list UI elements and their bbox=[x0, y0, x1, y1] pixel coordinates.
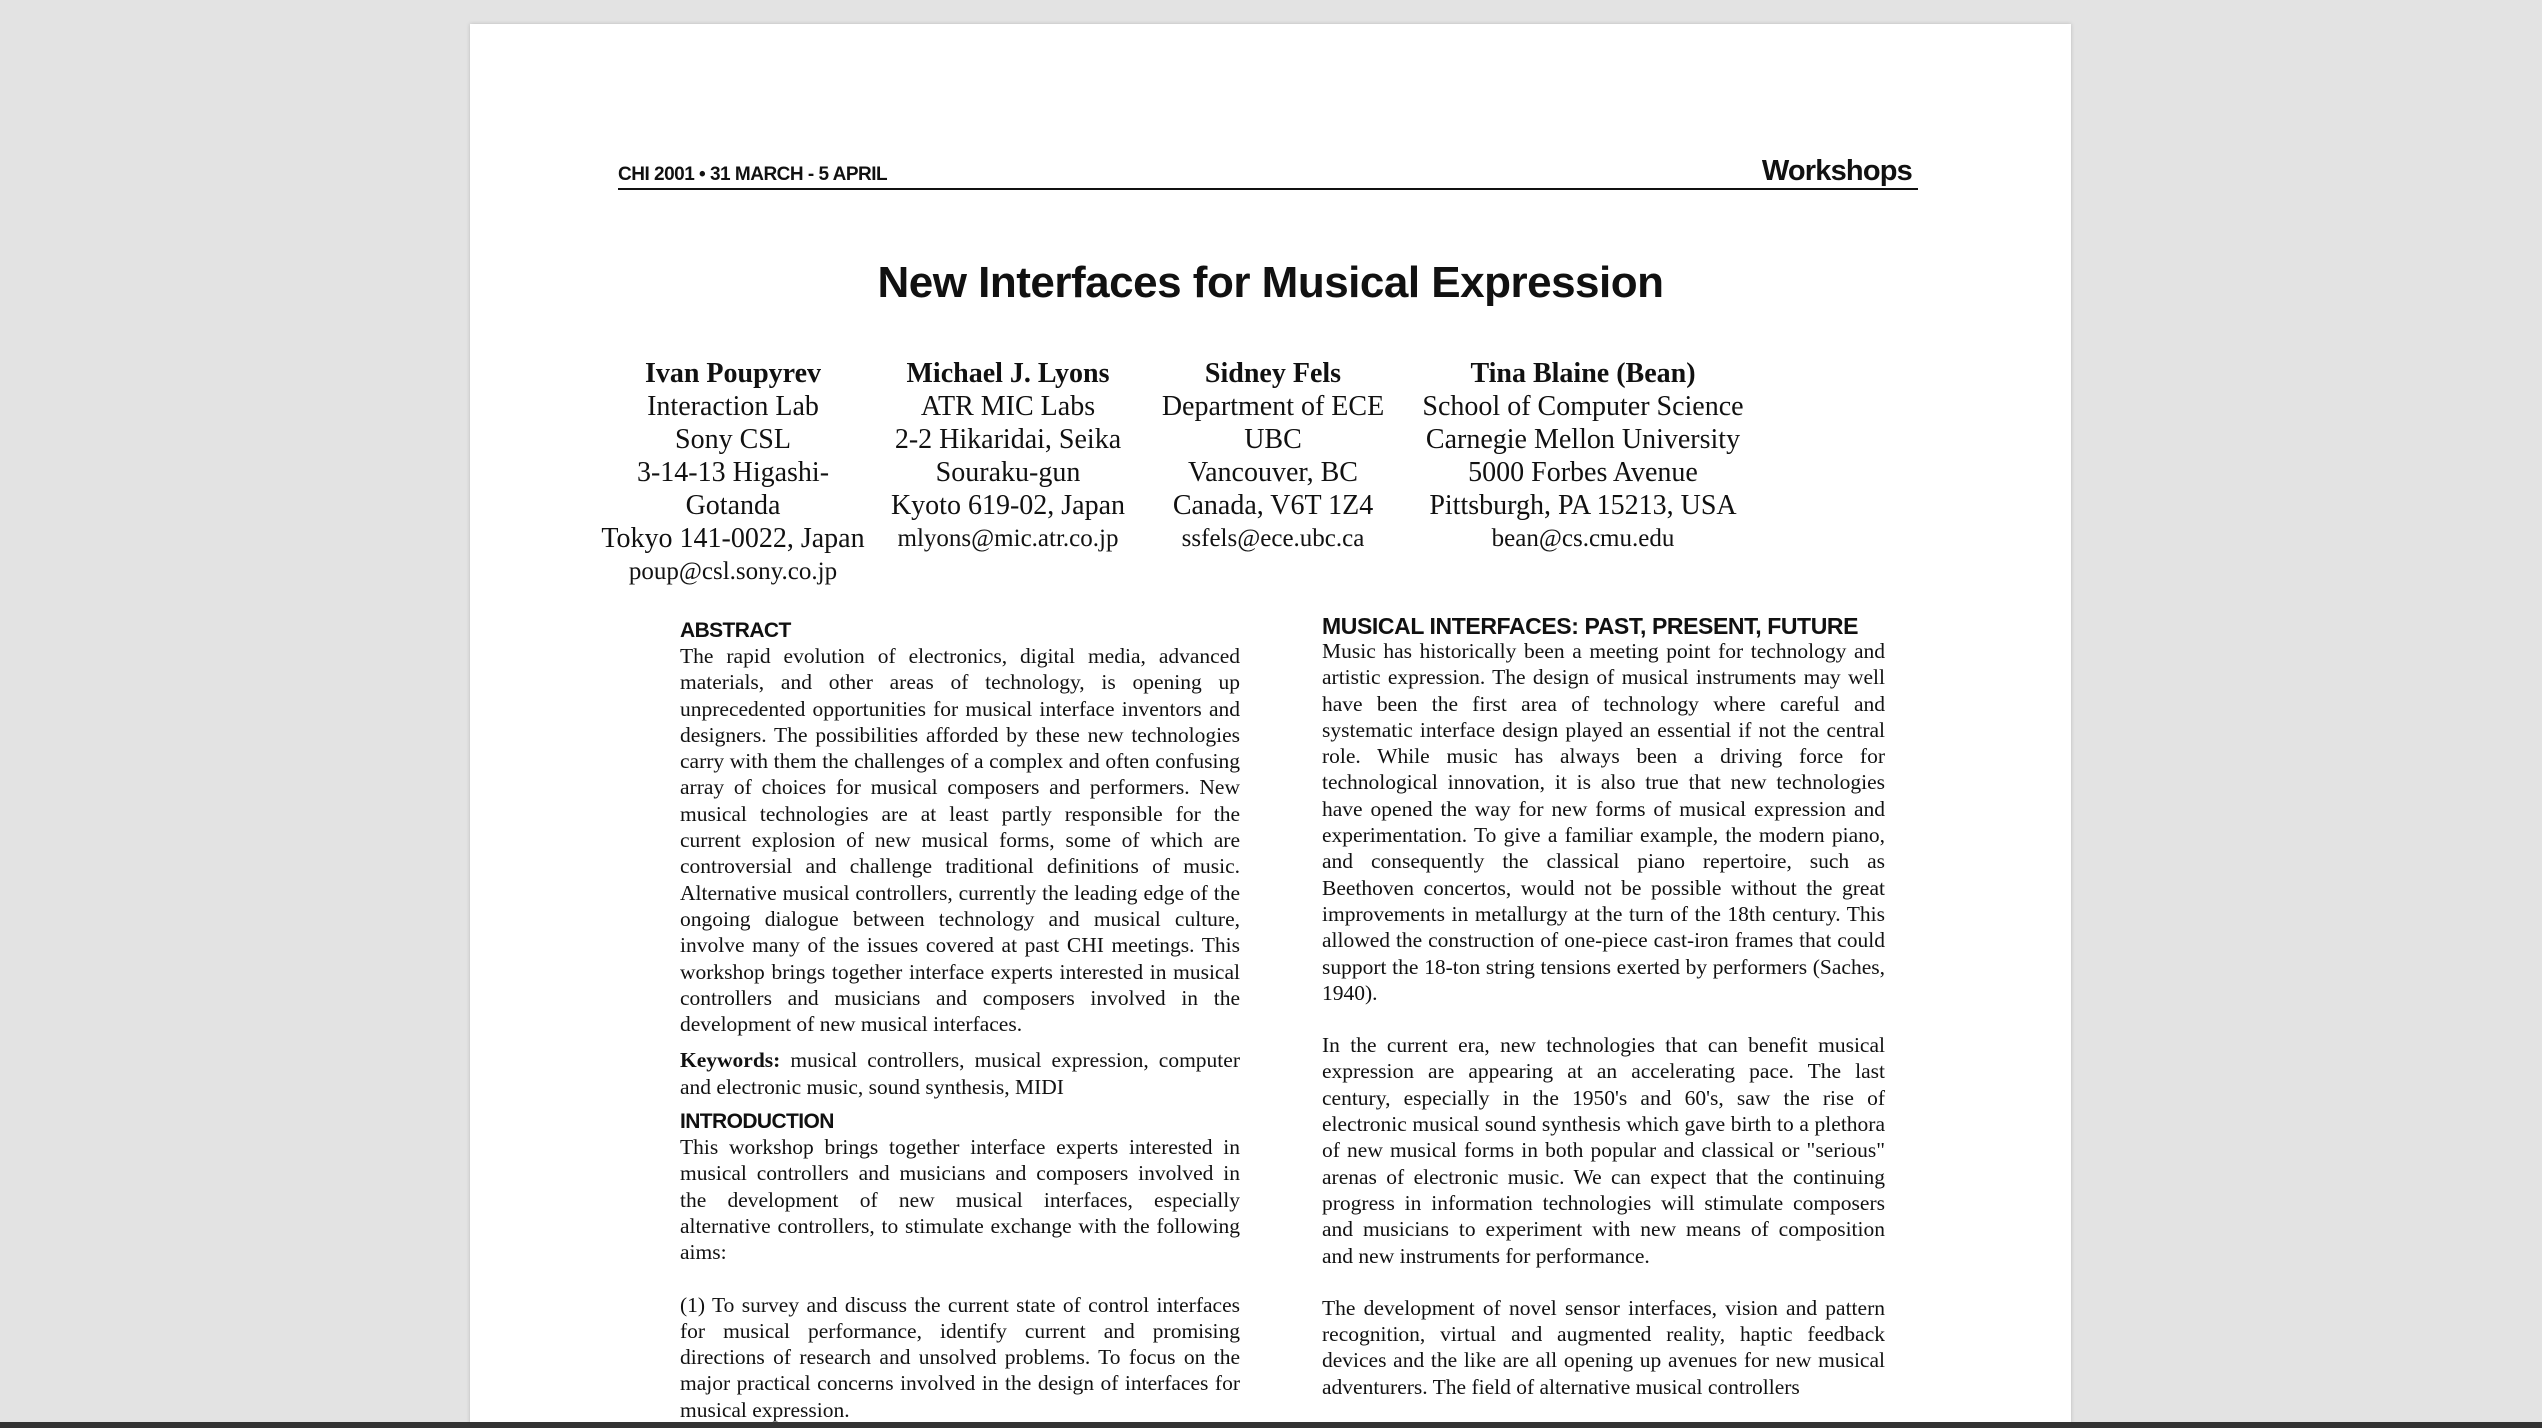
author-block bbox=[598, 357, 868, 588]
author-affiliation-line: Department of ECE bbox=[1161, 391, 1385, 422]
abstract-heading: ABSTRACT bbox=[680, 619, 791, 642]
author-name: Michael J. Lyons bbox=[906, 358, 1110, 389]
viewer-bottom-bar bbox=[0, 1422, 2542, 1428]
author-name: Tina Blaine (Bean) bbox=[1470, 358, 1696, 389]
author-block bbox=[1408, 357, 1758, 555]
author-block bbox=[878, 357, 1138, 555]
running-header bbox=[618, 150, 1918, 190]
left-column bbox=[680, 619, 1240, 1423]
author-affiliation-line: Interaction Lab bbox=[647, 391, 819, 422]
introduction-text: This workshop brings together interface experts interested in musical controllers and musicians and composers involved in the development of new musical interfaces, especially alternative controllers, to stimulate exchange with the following aims: bbox=[680, 1135, 1240, 1265]
section-heading: MUSICAL INTERFACES: PAST, PRESENT, FUTURE bbox=[1322, 613, 1859, 639]
body-paragraph: In the current era, new technologies that can benefit musical expression are appearing at an accelerating pace. The last century, especially in the 1950's and 60's, saw the rise of electronic musical sound synthesis which gave birth to a plethora of new musical forms in both popular and classical or "serious" arenas of electronic music. We can expect that the continuing progress in information technologies will stimulate composers and musicians to experiment with new means of composition and new instruments for performance. bbox=[1322, 1033, 1885, 1268]
running-header-conference: CHI 2001 • 31 MARCH - 5 APRIL bbox=[618, 164, 888, 185]
author-email: mlyons@mic.atr.co.jp bbox=[897, 525, 1119, 552]
keywords-text: musical controllers, musical expression, computer and electronic music, sound synthesis, MIDI bbox=[680, 1048, 1240, 1099]
author-affiliation-line: Tokyo 141-0022, Japan bbox=[601, 523, 865, 554]
author-affiliation-line: Sony CSL bbox=[675, 424, 791, 455]
author-affiliation-line: Pittsburgh, PA 15213, USA bbox=[1429, 490, 1737, 521]
author-affiliation-line: Kyoto 619-02, Japan bbox=[890, 490, 1126, 521]
abstract-text: The rapid evolution of electronics, digital media, advanced materials, and other areas of technology, is opening up unprecedented opportunities for musical interface inventors and designers. The possibilities afforded by these new technologies carry with them the challenges of a complex and often confusing array of choices for musical composers and performers. New musical technologies are at least partly responsible for the current explosion of new musical forms, some of which are controversial and challenge traditional definitions of music. Alternative musical controllers, currently the leading edge of the ongoing dialogue between technology and musical culture, involve many of the issues covered at past CHI meetings. This workshop brings together interface experts interested in musical controllers and musicians and composers involved in the development of new musical interfaces. bbox=[680, 644, 1240, 1037]
author-affiliation-line: Canada, V6T 1Z4 bbox=[1172, 490, 1374, 521]
paper-page bbox=[470, 24, 2071, 1428]
author-affiliation-line: UBC bbox=[1244, 424, 1302, 455]
author-email: bean@cs.cmu.edu bbox=[1491, 525, 1675, 552]
introduction-heading: INTRODUCTION bbox=[680, 1110, 834, 1134]
author-affiliation-line: ATR MIC Labs bbox=[920, 391, 1096, 422]
author-affiliation-line: Carnegie Mellon University bbox=[1425, 424, 1741, 455]
author-affiliation-line: Vancouver, BC bbox=[1188, 457, 1358, 488]
keywords-label: Keywords: bbox=[680, 1048, 781, 1073]
author-affiliation-line: 5000 Forbes Avenue bbox=[1468, 457, 1698, 488]
author-affiliation-line: 2-2 Hikaridai, Seika bbox=[894, 424, 1122, 455]
body-paragraph: The development of novel sensor interfaces, vision and pattern recognition, virtual and augmented reality, haptic feedback devices and the like are all opening up avenues for new musical adventurers. The field of alternative musical controllers bbox=[1322, 1295, 1885, 1399]
aim-item: (1) To survey and discuss the current state of control interfaces for musical performance, identify current and promising directions of research and unsolved problems. To focus on the major practical concerns involved in the design of interfaces for musical expression. bbox=[680, 1292, 1240, 1422]
author-name: Ivan Poupyrev bbox=[644, 358, 822, 389]
keywords bbox=[680, 1047, 1240, 1100]
author-block bbox=[1148, 357, 1398, 555]
author-affiliation-line: School of Computer Science bbox=[1422, 391, 1744, 422]
author-email: poup@csl.sony.co.jp bbox=[628, 558, 838, 585]
right-column bbox=[1322, 614, 1885, 1400]
author-affiliation-line: Souraku-gun bbox=[935, 457, 1081, 488]
author-email: ssfels@ece.ubc.ca bbox=[1181, 525, 1365, 552]
paper-title: New Interfaces for Musical Expression bbox=[877, 258, 1664, 307]
running-header-section: Workshops bbox=[1761, 155, 1912, 187]
author-affiliation-line: 3-14-13 Higashi-Gotanda bbox=[636, 457, 830, 521]
body-paragraph: Music has historically been a meeting point for technology and artistic expression. The design of musical instruments may well have been the first area of technology where careful and systematic interface design played an essential if not the central role. While music has always been a driving force for technological innovation, it is also true that new technologies have opened the way for new forms of musical expression and experimentation. To give a familiar example, the modern piano, and consequently the classical piano repertoire, such as Beethoven concertos, would not be possible without the great improvements in metallurgy at the turn of the 18th century. This allowed the construction of one-piece cast-iron frames that could support the 18-ton string tensions exerted by performers (Saches, 1940). bbox=[1322, 639, 1885, 1005]
author-name: Sidney Fels bbox=[1204, 358, 1342, 389]
